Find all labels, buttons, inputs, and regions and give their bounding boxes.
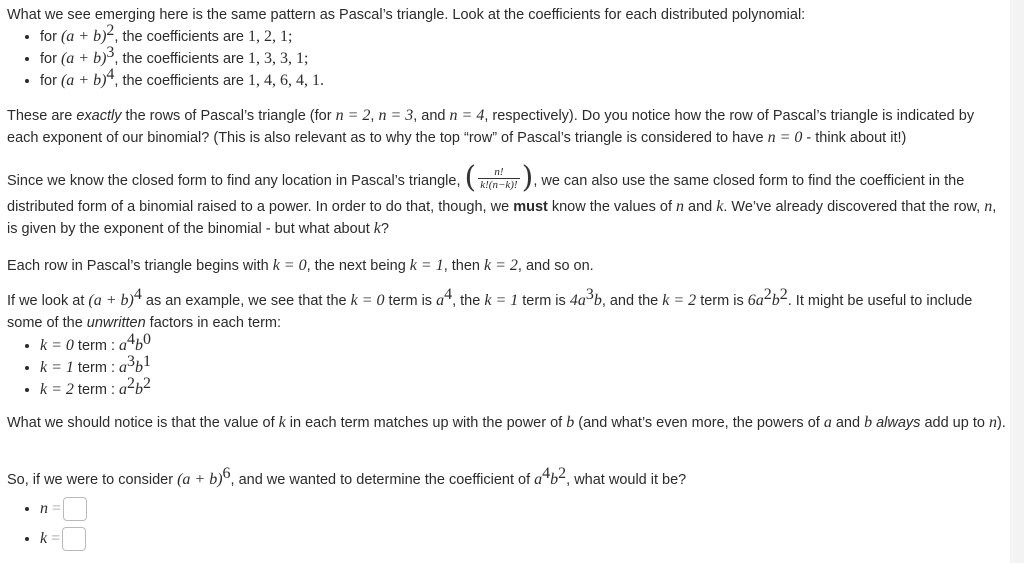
text: add up to [920, 415, 989, 431]
list-item [40, 44, 1006, 70]
answer-variable: k [40, 530, 48, 547]
math: k = 1 [409, 257, 444, 274]
scrollbar-track[interactable] [1010, 0, 1024, 563]
equals-sign: = [52, 500, 62, 517]
text: , and [413, 108, 450, 124]
rows-paragraph [7, 105, 1006, 149]
exponent: 4 [444, 286, 453, 303]
math: b [135, 359, 144, 376]
list-item [40, 331, 1006, 357]
k-term-list [7, 331, 1006, 401]
text: , and so on. [517, 258, 594, 274]
text: So, if we were to consider [7, 472, 178, 488]
emphasis: exactly [76, 108, 122, 124]
exponent: 2 [558, 465, 567, 482]
math: 6a [747, 292, 764, 309]
text: - think about it!) [802, 130, 907, 146]
intro-paragraph [7, 4, 1006, 26]
text: What we should notice is that the value of [7, 415, 279, 431]
list-text: for [40, 73, 61, 89]
list-item [40, 353, 1006, 379]
exponent: 4 [133, 286, 142, 303]
list-item [40, 22, 1006, 48]
fraction-denominator: k!(n−k)! [480, 178, 518, 191]
exponent: 6 [222, 465, 231, 482]
text: , is given by the exponent of the binomial - but what about [7, 199, 997, 237]
text: term : [73, 338, 120, 354]
text: ). [996, 415, 1006, 431]
math: k [373, 220, 381, 237]
exponent: 4 [542, 465, 551, 482]
list-text: , the coefficients are [114, 29, 248, 45]
math: n = 4 [449, 107, 485, 124]
math: k [278, 414, 286, 431]
text: If we look at [7, 293, 89, 309]
text: the rows of Pascal’s triangle (for [121, 108, 336, 124]
list-text: , the coefficients are [114, 51, 248, 67]
text: . It might be useful to include some of the [7, 293, 973, 331]
list-item [40, 66, 1006, 92]
binomial-expr: (a + b) [177, 471, 223, 488]
text: term : [73, 382, 120, 398]
text: , respectively). Do you notice how the row of Pascal’s triangle is indicated by each exponent of our binomial? (This is also relevant as to why the top “row” of Pascal’s triangle is considered to have [7, 108, 975, 146]
text: , the next being [306, 258, 410, 274]
n-answer-input[interactable] [63, 497, 87, 521]
exponent: 3 [127, 353, 136, 370]
math: b [864, 414, 873, 431]
fraction-numerator: n! [494, 165, 504, 178]
math: k = 2 [662, 292, 697, 309]
list-text: , the coefficients are [114, 73, 248, 89]
text: term is [384, 293, 437, 309]
text: , the [452, 293, 485, 309]
math: k = 1 [484, 292, 519, 309]
exponent: 2 [763, 286, 772, 303]
exponent: 1 [143, 353, 152, 370]
text: term : [73, 360, 120, 376]
text: ? [380, 221, 389, 237]
math: n = 0 [767, 129, 803, 146]
math: a [119, 337, 128, 354]
notice-paragraph [7, 412, 1006, 434]
example-paragraph [7, 286, 1006, 334]
math: k = 0 [350, 292, 385, 309]
k-answer-input[interactable] [62, 527, 86, 551]
text: , what would it be? [566, 472, 687, 488]
list-text: for [40, 51, 61, 67]
math: b [771, 292, 780, 309]
math: a [119, 359, 128, 376]
math: a [823, 414, 832, 431]
text: term is [518, 293, 570, 309]
exponent: 3 [585, 286, 594, 303]
intro-text: What we see emerging here is the same pattern as Pascal’s triangle. Look at the coefficients for each distributed polynomial: [7, 7, 806, 23]
list-item [40, 375, 1006, 401]
text: term is [696, 293, 748, 309]
exponent: 4 [127, 331, 136, 348]
text: , and we wanted to determine the coefficient of [230, 472, 535, 488]
math: b [566, 414, 575, 431]
math: n [676, 198, 685, 215]
binomial-expr: (a + b) [60, 50, 107, 67]
text: and [684, 199, 717, 215]
text: as an example, we see that the [141, 293, 351, 309]
math: k = 0 [40, 337, 74, 354]
coefficients: 1, 2, 1; [247, 28, 293, 45]
exponent: 2 [779, 286, 788, 303]
math: a [534, 471, 543, 488]
text: Since we know the closed form to find any location in Pascal’s triangle, [7, 172, 465, 189]
math: n [988, 414, 997, 431]
math: b [135, 381, 144, 398]
math: b [135, 337, 144, 354]
closed-form-formula: ( $\frac{n!}{k!(n-k)!}$ ) [464, 160, 534, 195]
text: , [370, 108, 379, 124]
binomial-expr: (a + b) [60, 72, 107, 89]
text: , and the [601, 293, 663, 309]
math: k = 2 [484, 257, 518, 274]
text: . We’ve already discovered that the row, [723, 199, 985, 215]
math: n = 3 [378, 107, 414, 124]
coefficients: 1, 3, 3, 1; [247, 50, 309, 67]
binomial-expr: (a + b) [60, 28, 107, 45]
text: in each term matches up with the power of [285, 415, 567, 431]
math: k [716, 198, 724, 215]
math: n [984, 198, 993, 215]
text: , we can also use the same closed form to find the coefficient in the distributed form of a binomial raised to a power. In order to do that, though, we [7, 172, 965, 215]
row-start-paragraph [7, 255, 1006, 277]
math: b [550, 471, 559, 488]
equals-sign: = [51, 530, 61, 547]
binomial-expr: (a + b) [88, 292, 134, 309]
strong-text: must [513, 199, 548, 215]
math: a [119, 381, 128, 398]
math: k = 0 [272, 257, 307, 274]
emphasis: unwritten [86, 315, 146, 331]
math: n = 2 [335, 107, 371, 124]
math: k = 2 [40, 381, 74, 398]
answer-list [7, 495, 1006, 553]
list-text: for [40, 29, 61, 45]
exponent: 2 [127, 375, 136, 392]
exponent: 2 [106, 22, 115, 39]
emphasis: always [876, 415, 921, 431]
text: and [831, 415, 865, 431]
exponent: 3 [106, 44, 115, 61]
closed-form-paragraph [7, 160, 1006, 240]
math: a [436, 292, 445, 309]
text: These are [7, 108, 77, 124]
text: Each row in Pascal’s triangle begins with [7, 258, 273, 274]
exponent: 0 [143, 331, 152, 348]
answer-variable: n [40, 500, 48, 517]
math: b [593, 292, 602, 309]
text: , then [443, 258, 485, 274]
text: (and what’s even more, the powers of [574, 415, 824, 431]
math: k = 1 [40, 359, 74, 376]
exponent: 4 [106, 66, 115, 83]
answer-item-k [40, 525, 1006, 553]
coefficients: 1, 4, 6, 4, 1. [247, 72, 324, 89]
math: 4a [569, 292, 586, 309]
question-paragraph [7, 465, 1006, 491]
exponent: 2 [143, 375, 152, 392]
coefficient-list [7, 22, 1006, 92]
text: know the values of [547, 199, 677, 215]
text: factors in each term: [145, 315, 282, 331]
answer-item-n [40, 495, 1006, 523]
